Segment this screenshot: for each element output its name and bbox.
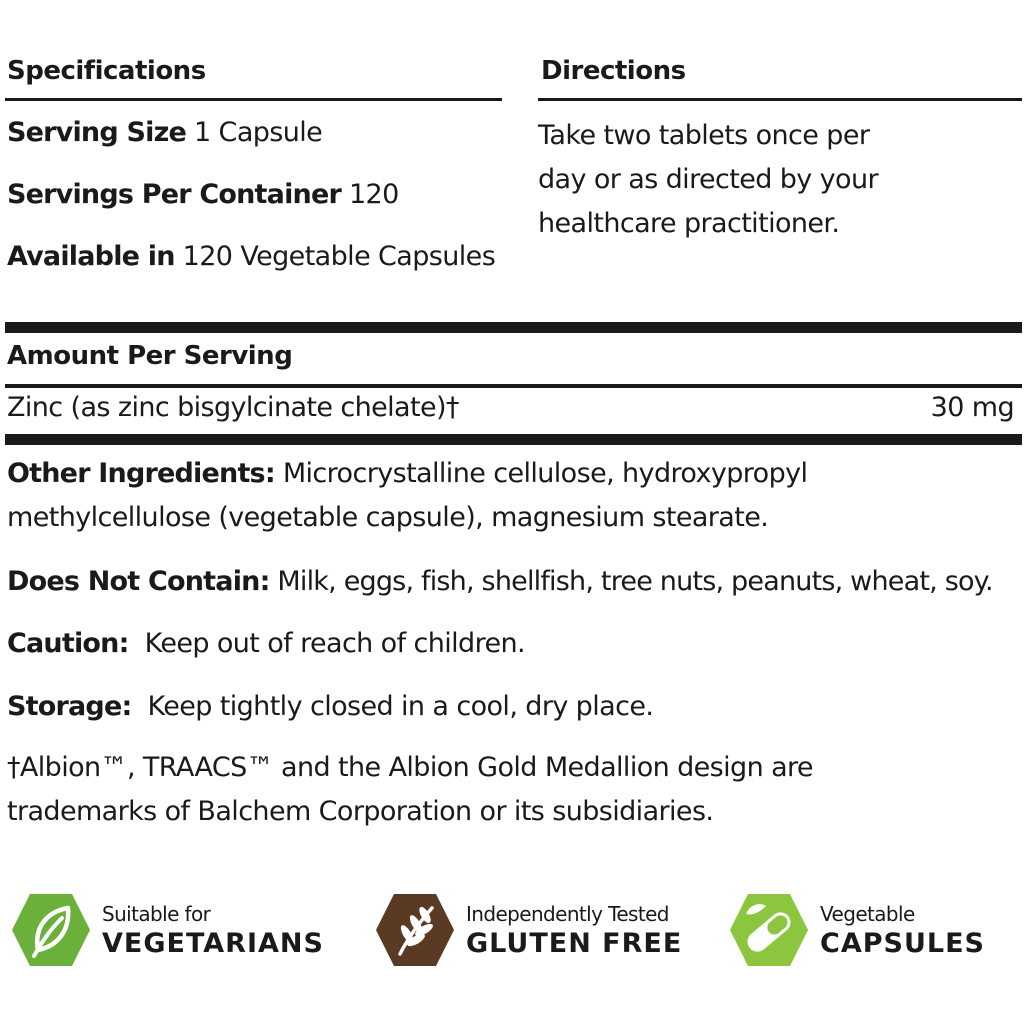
amount-per-serving-heading: Amount Per Serving [7, 341, 293, 371]
facts-header-rule [5, 384, 1022, 388]
capsules-badge-big: CAPSULES [820, 927, 985, 959]
available-label: Available in [7, 241, 175, 272]
available-value: 120 Vegetable Capsules [182, 241, 496, 272]
capsule-icon [728, 892, 810, 968]
serving-size-row [7, 117, 322, 148]
vegetarian-badge-small: Suitable for [102, 901, 211, 926]
does-not-contain-text: Milk, eggs, fish, shellfish, tree nuts, peanuts, wheat, soy. [277, 566, 993, 597]
does-not-contain-label: Does Not Contain: [7, 566, 270, 597]
vegetarian-badge-big: VEGETARIANS [102, 927, 324, 959]
gluten-free-badge-small: Independently Tested [466, 901, 669, 926]
servings-label: Servings Per Container [7, 179, 341, 210]
specifications-rule [5, 98, 502, 101]
directions-line: Take two tablets once per [538, 120, 870, 151]
capsules-badge-small: Vegetable [820, 901, 915, 926]
caution [7, 622, 1019, 666]
storage-text: Keep tightly closed in a cool, dry place. [147, 691, 654, 722]
caution-label: Caution: [7, 628, 129, 659]
directions-rule [538, 98, 1022, 101]
serving-size-label: Serving Size [7, 117, 187, 148]
zinc-amount: 30 mg [930, 392, 1014, 423]
available-in-row [7, 241, 495, 272]
servings-value: 120 [348, 179, 399, 210]
gluten-free-badge [374, 892, 682, 968]
leaf-icon [10, 892, 92, 968]
directions-heading: Directions [541, 56, 686, 86]
directions-line: day or as directed by your [538, 164, 878, 195]
other-ingredients-line1: Microcrystalline cellulose, hydroxypropyl [282, 458, 808, 489]
vegetarian-badge [10, 892, 324, 968]
does-not-contain [7, 560, 1019, 604]
other-ingredients-label: Other Ingredients: [7, 458, 275, 489]
storage [7, 685, 1019, 729]
trademark-line2: trademarks of Balchem Corporation or its subsidiaries. [7, 796, 714, 827]
directions-text [538, 114, 1018, 246]
facts-bottom-rule [5, 434, 1022, 445]
other-ingredients [7, 452, 1019, 540]
facts-top-rule [5, 322, 1022, 333]
zinc-ingredient: Zinc (as zinc bisgylcinate chelate)† [7, 392, 459, 423]
trademark-notice [7, 746, 1019, 834]
caution-text: Keep out of reach of children. [144, 628, 525, 659]
capsules-badge [728, 892, 985, 968]
wheat-icon [374, 892, 456, 968]
servings-per-container-row [7, 179, 399, 210]
storage-label: Storage: [7, 691, 132, 722]
serving-size-value: 1 Capsule [194, 117, 323, 148]
directions-line: healthcare practitioner. [538, 208, 840, 239]
trademark-line1: †Albion™, TRAACS™ and the Albion Gold Medallion design are [7, 752, 813, 783]
other-ingredients-line2: methylcellulose (vegetable capsule), magnesium stearate. [7, 502, 769, 533]
gluten-free-badge-big: GLUTEN FREE [466, 927, 683, 959]
specifications-heading: Specifications [7, 56, 206, 86]
